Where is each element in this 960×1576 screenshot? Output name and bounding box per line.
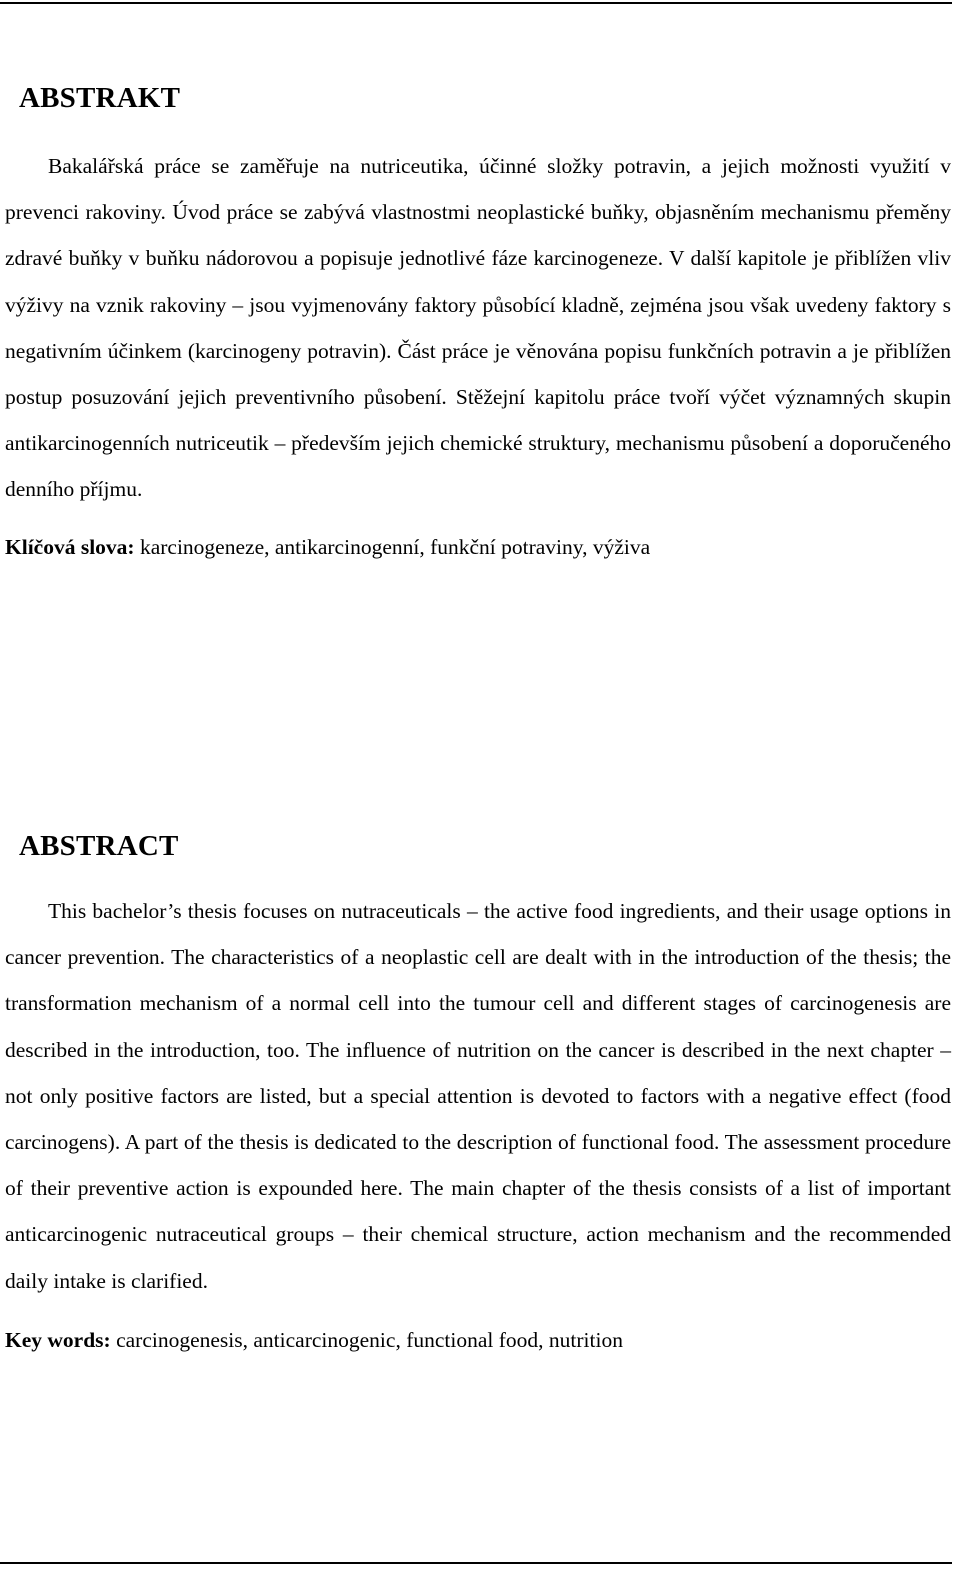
czech-keywords-label: Klíčová slova: [5,534,135,559]
czech-keywords [5,524,951,570]
english-abstract-section [5,826,951,1363]
czech-keywords-list: karcinogeneze, antikarcinogenní, funkční potraviny, výživa [134,534,651,559]
top-rule [0,2,952,4]
bottom-rule [0,1562,952,1564]
czech-abstract-heading: ABSTRAKT [19,82,181,114]
english-abstract-paragraph: This bachelor’s thesis focuses on nutraceuticals – the active food ingredients, and their usage options in cancer prevention. The characteristics of a neoplastic cell are dealt with in the introduction of the thesis; the transformation mechanism of a normal cell into the tumour cell and different stages of carcinogenesis are described in the introduction, too. The influence of nutrition on the cancer is described in the next chapter – not only positive factors are listed, but a special attention is devoted to factors with a negative effect (food carcinogens). A part of the thesis is dedicated to the description of functional food. The assessment procedure of their preventive action is expounded here. The main chapter of the thesis consists of a list of important anticarcinogenic nutraceutical groups – their chemical structure, action mechanism and the recommended daily intake is clarified. [5,899,951,1293]
czech-abstract-section [5,78,951,570]
english-keywords-list: carcinogenesis, anticarcinogenic, functional food, nutrition [110,1327,623,1352]
english-keywords [5,1317,951,1363]
english-keywords-label: Key words: [5,1327,111,1352]
english-abstract-heading: ABSTRACT [19,830,179,862]
czech-abstract-paragraph: Bakalářská práce se zaměřuje na nutriceutika, účinné složky potravin, a jejich možnosti využití v prevenci rakoviny. Úvod práce se zabývá vlastnostmi neoplastické buňky, objasněním mechanismu přeměny zdravé buňky v buňku nádorovou a popisuje jednotlivé fáze karcinogeneze. V další kapitole je přiblížen vliv výživy na vznik rakoviny – jsou vyjmenovány faktory působící kladně, zejména jsou však uvedeny faktory s negativním účinkem (karcinogeny potravin). Část práce je věnována popisu funkčních potravin a je přiblížen postup posuzování jejich preventivního působení. Stěžejní kapitolu práce tvoří výčet významných skupin antikarcinogenních nutriceutik – především jejich chemické struktury, mechanismu působení a doporučeného denního příjmu. [5,154,951,502]
